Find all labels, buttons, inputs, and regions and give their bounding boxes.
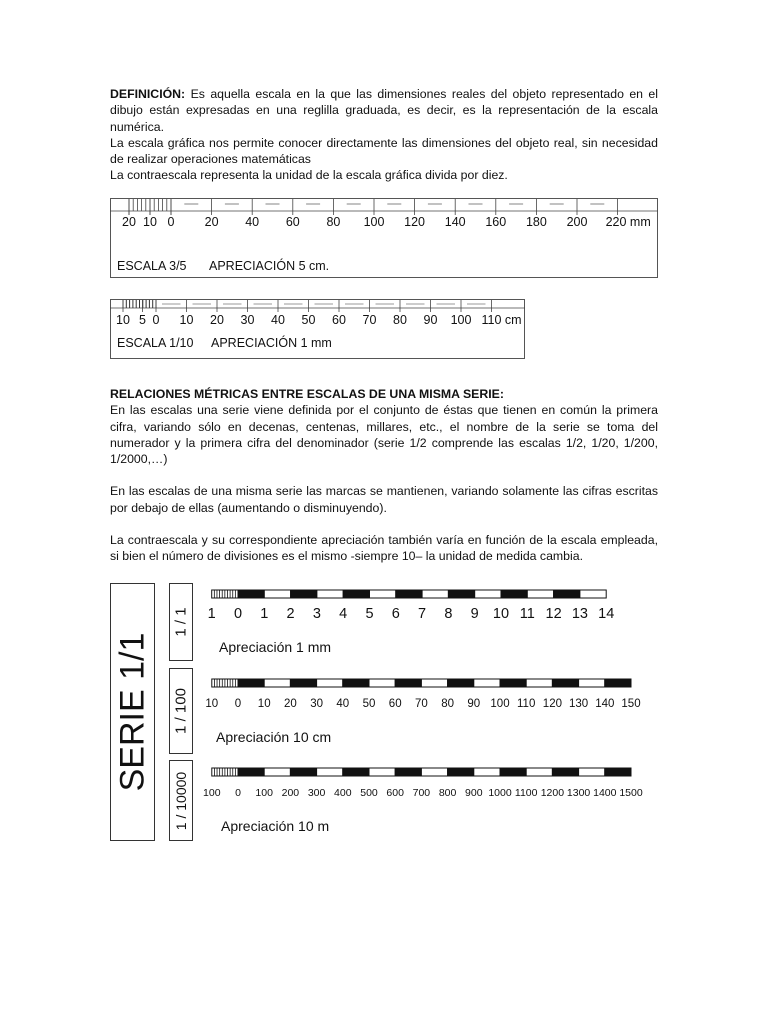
bar-1-10000-tick-label: 600 [386,787,404,799]
scale-label-box-1-10000 [169,760,193,841]
bar-1-10000-tick-label: 800 [438,787,457,799]
scale-label-box-1-1 [169,583,193,661]
bar-1-10000-tick-label: 700 [412,787,431,799]
bar-1-100-tick-label: 40 [336,698,350,710]
bar-1-1-segment [422,590,448,598]
ruler-1-10-tick-label: 10 [116,313,130,327]
ruler-3-5-tick-label: 20 [204,215,219,229]
bar-ruler-1-100 [196,677,656,717]
bar-1-100-tick-label: 80 [441,698,454,710]
bar-1-1-tick-label: 4 [339,606,348,622]
bar-1-100-segment [448,679,474,687]
bar-1-100-segment [369,679,395,687]
bar-1-100-tick-label: 70 [415,698,428,710]
ruler-1-10-tick-label: 40 [271,313,285,327]
bar-1-10000-segment [605,768,631,776]
ruler-3-5-appreciation-label: APRECIACIÓN 5 cm. [209,259,330,273]
scale-label-1-100: 1 / 100 [172,688,190,734]
bar-1-100-segment [421,679,447,687]
bar-1-100-segment [579,679,605,687]
bar-ruler-1-1 [200,588,640,628]
bar-1-1-tick-label: 5 [365,606,374,622]
bar-1-10000-tick-label: 1100 [514,787,538,799]
ruler-3-5-tick-label: 120 [404,215,426,229]
appreciation-1-100: Apreciación 10 cm [216,729,332,745]
bar-1-10000-segment [500,768,526,776]
ruler-3-5-tick-label: 10 [143,215,157,229]
bar-1-10000-segment [552,768,578,776]
bar-1-1-tick-label: 11 [519,606,535,622]
ruler-3-5-tick-label: 180 [525,215,547,229]
bar-1-1-tick-label: 7 [418,606,427,622]
ruler-1-10-scale-label: ESCALA 1/10 [117,336,194,350]
bar-1-10000-segment [395,768,421,776]
ruler-1-10-tick-label: 80 [393,313,407,327]
bar-1-10000-segment [290,768,316,776]
bar-1-1-tick-label: 6 [391,606,400,622]
bar-1-10000-tick-label: 0 [235,787,241,799]
ruler-1-10-tick-label: 10 [179,313,194,327]
ruler-3-5-tick-label: 140 [444,215,466,229]
bar-1-10000-segment [264,768,290,776]
bar-1-100-tick-label: 140 [595,698,615,710]
relations-section [110,386,658,565]
graphic-scale-paragraph: La escala gráfica nos permite conocer directamente las dimensiones del objeto real, sin necesidad de realizar operaciones matemáticas [110,135,658,167]
bar-1-1-tick-label: 8 [444,606,453,622]
bar-1-100-segment [474,679,500,687]
bar-1-1-tick-label: 3 [312,606,321,622]
ruler-3-5-tick-label: 20 [122,215,136,229]
relations-heading: RELACIONES MÉTRICAS ENTRE ESCALAS DE UNA MISMA SERIE: [110,387,504,401]
ruler-1-10-tick-label: 70 [362,313,377,327]
bar-1-1-segment [238,590,264,598]
ruler-1-10-tick-label: 30 [240,313,255,327]
ruler-1-10-appreciation-label: APRECIACIÓN 1 mm [211,336,332,350]
bar-1-10000-segment [474,768,500,776]
appreciation-1-1: Apreciación 1 mm [219,639,332,655]
bar-1-100-segment [395,679,421,687]
ruler-1-10-tick-label: 90 [423,313,438,327]
bar-1-10000-segment [343,768,369,776]
bar-1-1-tick-label: 1 [260,606,269,622]
bar-1-1-segment [264,590,290,598]
bar-1-1-segment [343,590,369,598]
bar-1-10000-tick-label: 1400 [593,787,617,799]
bar-1-100-segment [317,679,343,687]
bar-1-100-tick-label: 10 [257,698,271,710]
bar-1-1-tick-label: 14 [598,606,615,622]
bar-1-10000-tick-label: 1500 [619,787,643,799]
bar-1-1-segment [448,590,474,598]
bar-1-100-tick-label: 130 [569,698,589,710]
ruler-scale-1-10 [110,299,525,359]
bar-1-10000-segment [448,768,474,776]
bar-1-100-tick-label: 120 [542,698,562,710]
bar-1-10000-tick-label: 100 [255,787,273,799]
ruler-3-5-tick-label: 80 [326,215,341,229]
bar-1-1-segment [501,590,527,598]
bar-1-10000-segment [526,768,552,776]
relations-paragraph-2: En las escalas de una misma serie las marcas se mantienen, variando solamente las cifras escritas por debajo de ellas (aumentando o disminuyendo). [110,484,658,515]
scale-label-1-10000: 1 / 10000 [173,771,189,830]
definition-section [110,86,658,184]
bar-1-10000-tick-label: 100 [203,787,221,799]
ruler-3-5-tick-label: 200 [566,215,588,229]
bar-1-1-tick-label: 12 [545,606,562,622]
bar-ruler-1-10000 [196,766,656,806]
bar-1-100-tick-label: 90 [467,698,481,710]
ruler-1-10-tick-label: 0 [152,313,160,327]
bar-1-10000-segment [238,768,264,776]
series-title: SERIE 1/1 [113,632,151,792]
bar-1-1-tick-label: 10 [492,606,510,622]
bar-1-100-segment [290,679,316,687]
ruler-1-10-tick-label: 110 cm [481,313,522,327]
ruler-3-5-tick-label: 100 [363,215,385,229]
bar-1-1-segment [527,590,553,598]
bar-1-100-segment [264,679,290,687]
bar-1-10000-tick-label: 1200 [540,787,565,799]
bar-1-100-segment [605,679,631,687]
definition-text: Es aquella escala en la que las dimensiones reales del objeto representado en el dibujo están expresadas en una reglilla graduada, es decir, es la representación de la escala numérica. [110,87,658,134]
bar-1-100-tick-label: 20 [284,698,297,710]
definition-paragraph [110,86,658,135]
bar-1-1-segment [317,590,343,598]
bar-1-10000-segment [317,768,343,776]
ruler-3-5-tick-label: 160 [485,215,507,229]
bar-1-100-tick-label: 60 [388,698,402,710]
bar-1-100-tick-label: 0 [234,698,242,710]
bar-1-1-tick-label: 13 [571,606,588,622]
bar-1-100-segment [552,679,578,687]
ruler-3-5-graduation [110,198,658,278]
bar-1-1-segment [580,590,606,598]
bar-1-10000-tick-label: 300 [307,787,326,799]
bar-1-10000-tick-label: 400 [334,787,352,799]
bar-1-100-tick-label: 100 [490,698,510,710]
bar-1-1-tick-label: 9 [470,606,479,622]
relations-paragraph-3: La contraescala y su correspondiente apreciación también varía en función de la escala empleada, si bien el número de divisiones es el mismo -siempre 10– la unidad de medida cambia. [110,533,658,564]
bar-1-100-tick-label: 50 [362,698,376,710]
ruler-3-5-tick-label: 40 [245,215,260,229]
bar-1-10000-tick-label: 1300 [566,787,591,799]
bar-1-1-segment [291,590,317,598]
ruler-1-10-tick-label: 60 [332,313,346,327]
ruler-1-10-tick-label: 5 [139,313,146,327]
bar-1-10000-segment [369,768,395,776]
bar-1-10000-segment [421,768,447,776]
bar-1-1-segment [396,590,422,598]
definition-term: DEFINICIÓN: [110,87,186,101]
bar-1-1-segment [475,590,501,598]
series-title-box [110,583,155,841]
bar-1-100-tick-label: 10 [205,698,219,710]
bar-1-10000-tick-label: 500 [360,787,378,799]
relations-paragraph-1: En las escalas una serie viene definida por el conjunto de éstas que tienen en común la primera cifra, variando sólo en decenas, centenas, millares, etc., el nombre de la serie se toma del numerador y la primera cifra del denominador (serie 1/2 comprende las escalas 1/2, 1/20, 1/200, 1/2000,…) [110,403,658,467]
bar-1-1-tick-label: 0 [233,606,243,622]
bar-1-1-segment [554,590,580,598]
counter-scale-paragraph: La contraescala representa la unidad de la escala gráfica divida por diez. [110,168,508,183]
bar-1-10000-tick-label: 1000 [488,787,512,799]
bar-1-100-segment [526,679,552,687]
bar-1-100-tick-label: 150 [621,698,641,710]
ruler-1-10-graduation [110,299,525,359]
bar-1-1-segment [370,590,396,598]
ruler-1-10-tick-label: 50 [301,313,316,327]
ruler-3-5-tick-label: 60 [285,215,300,229]
bar-1-1-tick-label: 2 [286,606,295,622]
bar-1-100-tick-label: 110 [517,698,536,710]
bar-1-1-tick-label: 1 [207,606,216,622]
bar-1-10000-tick-label: 900 [465,787,483,799]
ruler-1-10-tick-label: 100 [450,313,472,327]
bar-1-100-segment [343,679,369,687]
ruler-3-5-tick-label: 0 [167,215,175,229]
bar-1-10000-tick-label: 200 [281,787,300,799]
scale-label-1-1: 1 / 1 [172,607,190,637]
bar-1-100-segment [500,679,526,687]
bar-1-100-tick-label: 30 [310,698,323,710]
ruler-1-10-tick-label: 20 [210,313,224,327]
ruler-scale-3-5 [110,198,658,278]
bar-1-100-segment [238,679,264,687]
ruler-3-5-tick-label: 220 mm [605,215,651,229]
bar-1-10000-segment [579,768,605,776]
appreciation-1-10000: Apreciación 10 m [221,818,330,834]
ruler-3-5-scale-label: ESCALA 3/5 [117,259,187,273]
scale-label-box-1-100 [169,668,193,754]
